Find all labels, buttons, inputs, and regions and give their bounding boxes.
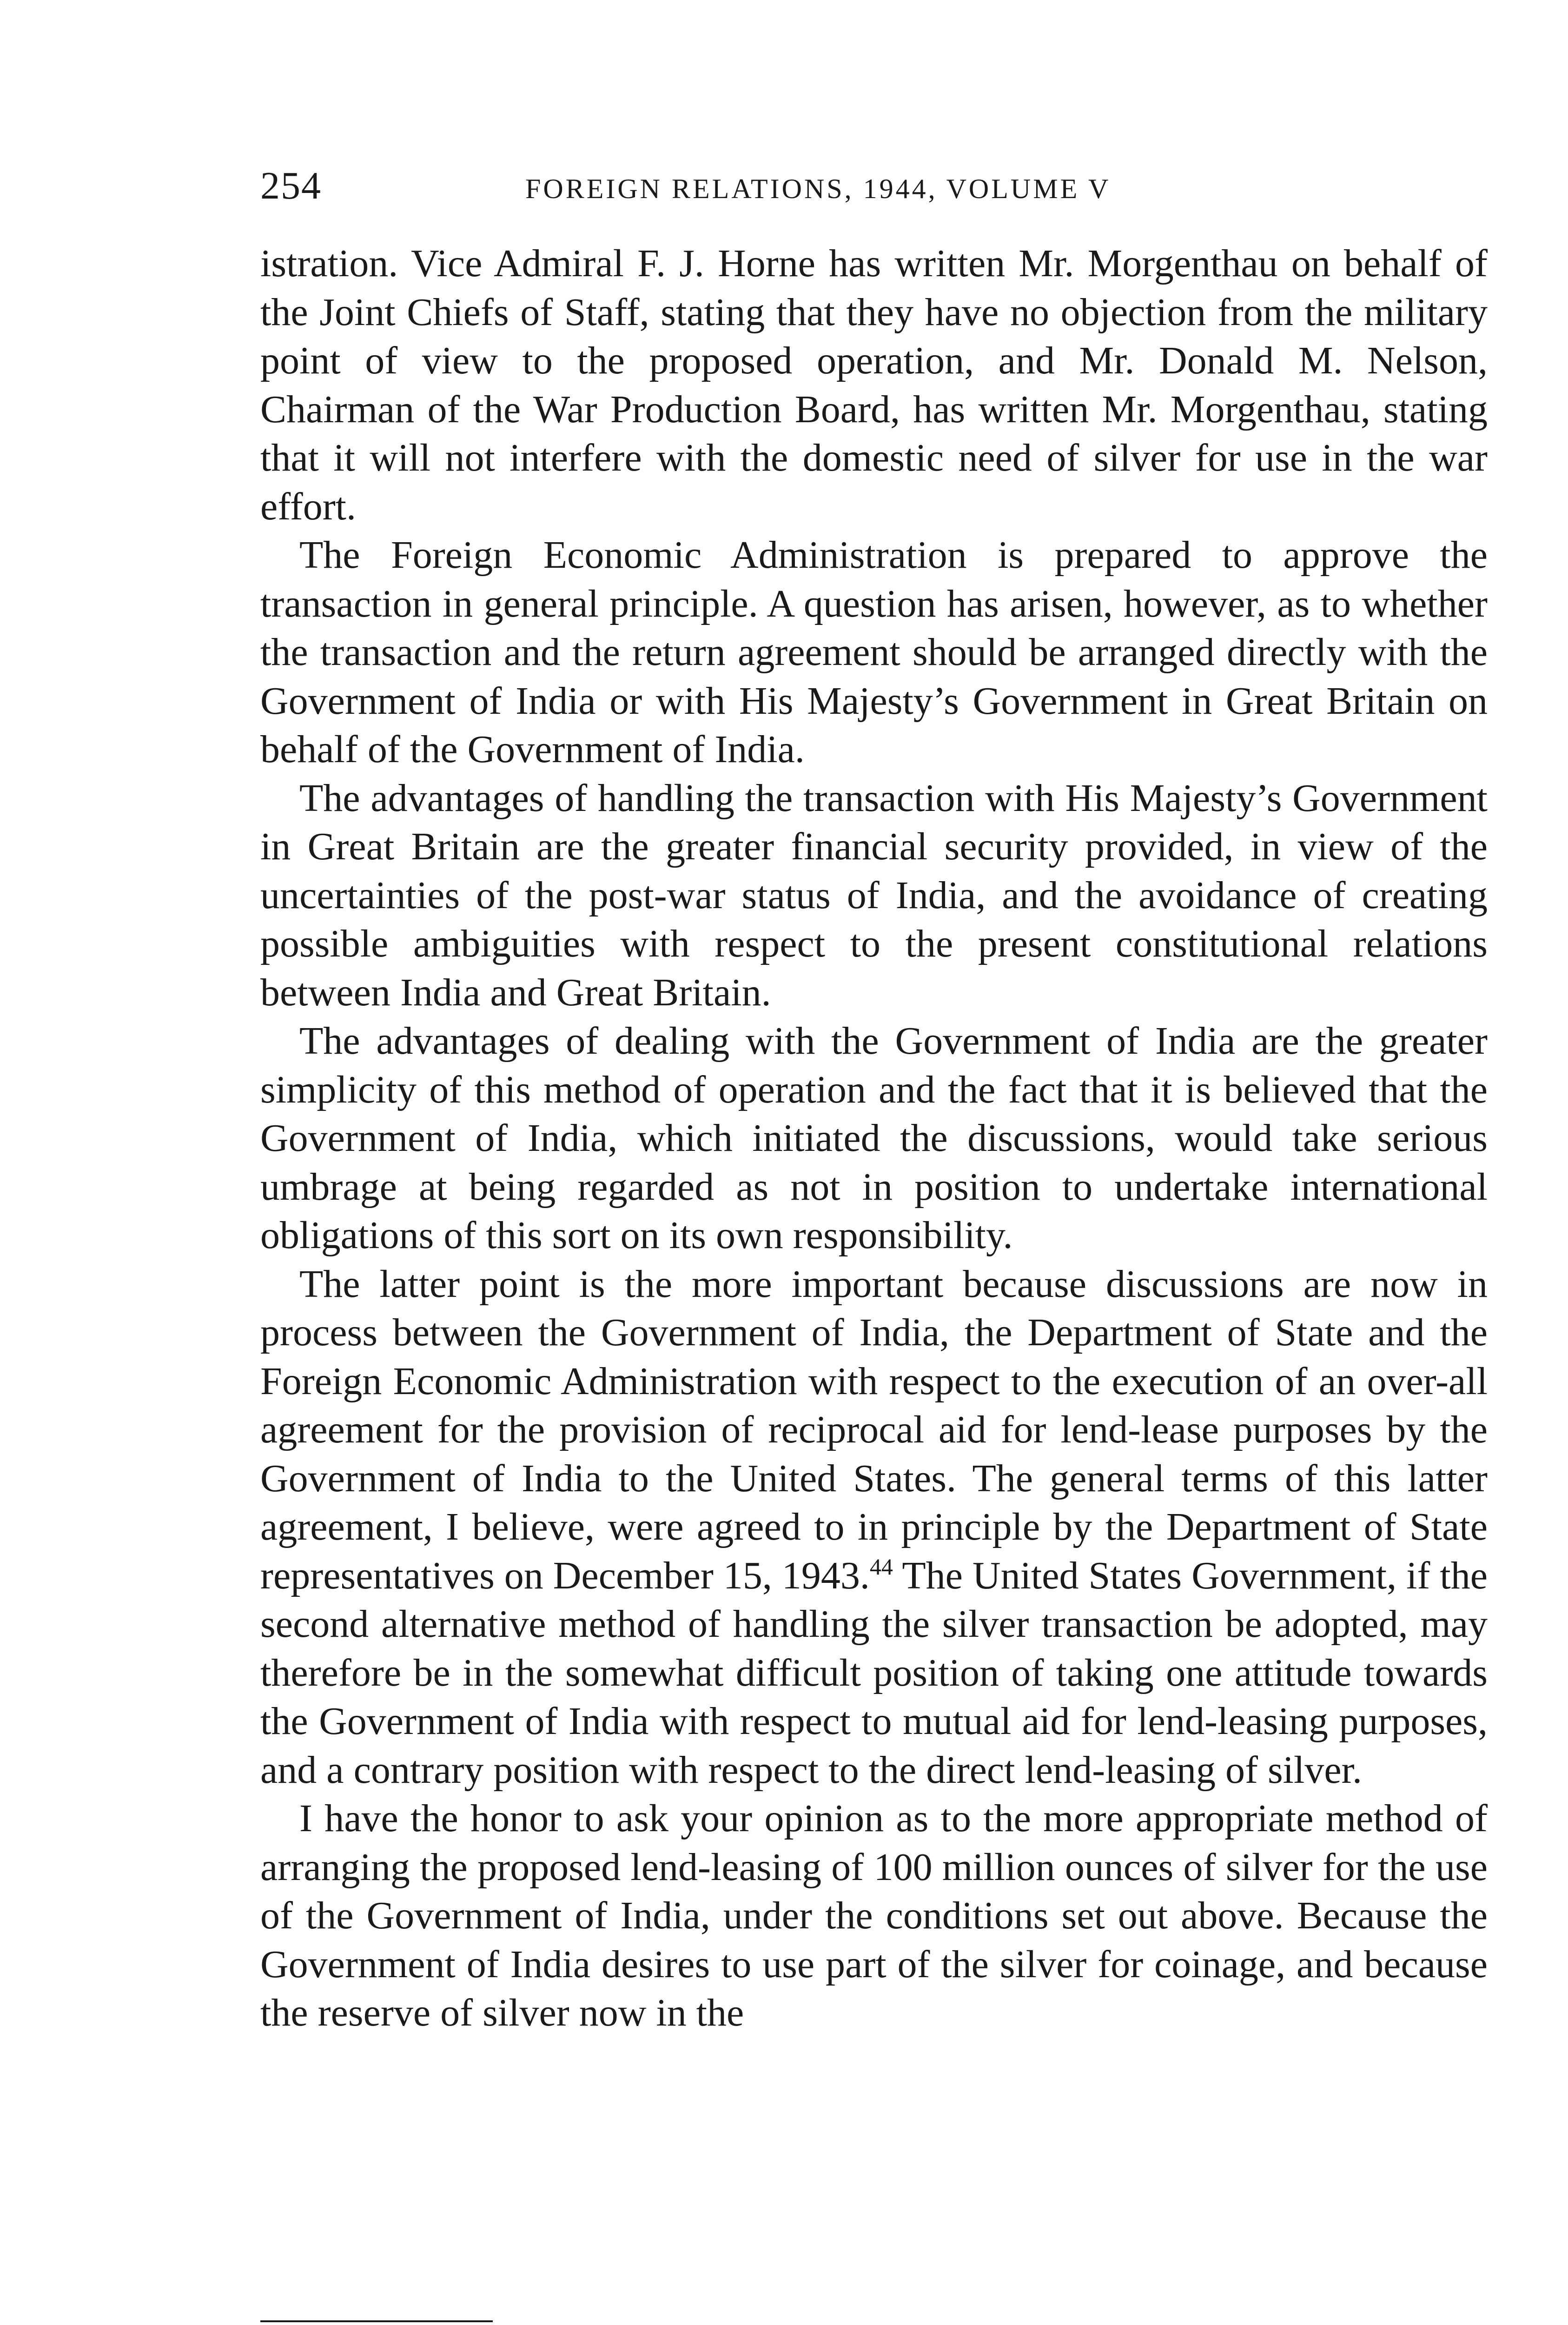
body-text <box>260 239 1488 2038</box>
paragraph-5 <box>260 1260 1488 1795</box>
paragraph-2: The Foreign Economic Administration is prepared to approve the transaction in general principle. A question has arisen, however, as to whether the transaction and the return agreement should be arranged directly with the Government of India or with His Majesty’s Government in Great Britain on behalf of the Government of India. <box>260 533 1488 771</box>
paragraph-5-text-a: The latter point is the more important because discussions are now in process between the Government of India, the Department of State and the Foreign Economic Administration with respect to the execution of an over-all agreement for the provision of reciprocal aid for lend-lease purposes by the Government of India to the United States. The general terms of this latter agreement, I believe, were agreed to in principle by the Department of State representatives on December 15, 1943. <box>260 1262 1488 1597</box>
footnote-divider <box>260 2320 493 2322</box>
paragraph-6: I have the honor to ask your opinion as to the more appropriate method of arranging the proposed lend-leasing of 100 million ounces of silver for the use of the Government of India, under the conditions set out above. Because the Government of India desires to use part of the silver for coinage, and because the reserve of silver now in the <box>260 1797 1488 2034</box>
running-head: FOREIGN RELATIONS, 1944, VOLUME V <box>525 173 1111 204</box>
paragraph-1: istration. Vice Admiral F. J. Horne has written Mr. Morgenthau on behalf of the Joint Chiefs of Staff, stating that they have no objection from the military point of view to the proposed operation, and Mr. Donald M. Nelson, Chairman of the War Production Board, has written Mr. Morgenthau, stating that it will not interfere with the domestic need of silver for use in the war effort. <box>260 242 1488 528</box>
paragraph-4: The advantages of dealing with the Government of India are the greater simplicity of this method of operation and the fact that it is believed that the Government of India, which initiated the discussions, would take serious umbrage at being regarded as not in position to undertake international obligations of this sort on its own responsibility. <box>260 1019 1488 1257</box>
footnote-reference-44: 44 <box>869 1553 893 1580</box>
paragraph-5-text-b: The United States Government, if the second alternative method of handling the silver transaction be adopted, may therefore be in the somewhat difficult position of taking one attitude towards the Government of India with respect to mutual aid for lend-leasing purposes, and a contrary position with respect to the direct lend-leasing of silver. <box>260 1554 1488 1792</box>
paragraph-3: The advantages of handling the transaction with His Majesty’s Government in Great Britain are the greater financial security provided, in view of the uncertainties of the post-war status of India, and the avoidance of creating possible ambiguities with respect to the present constitutional relations between India and Great Britain. <box>260 776 1488 1014</box>
page-number: 254 <box>260 164 322 207</box>
page-header <box>260 160 1488 212</box>
